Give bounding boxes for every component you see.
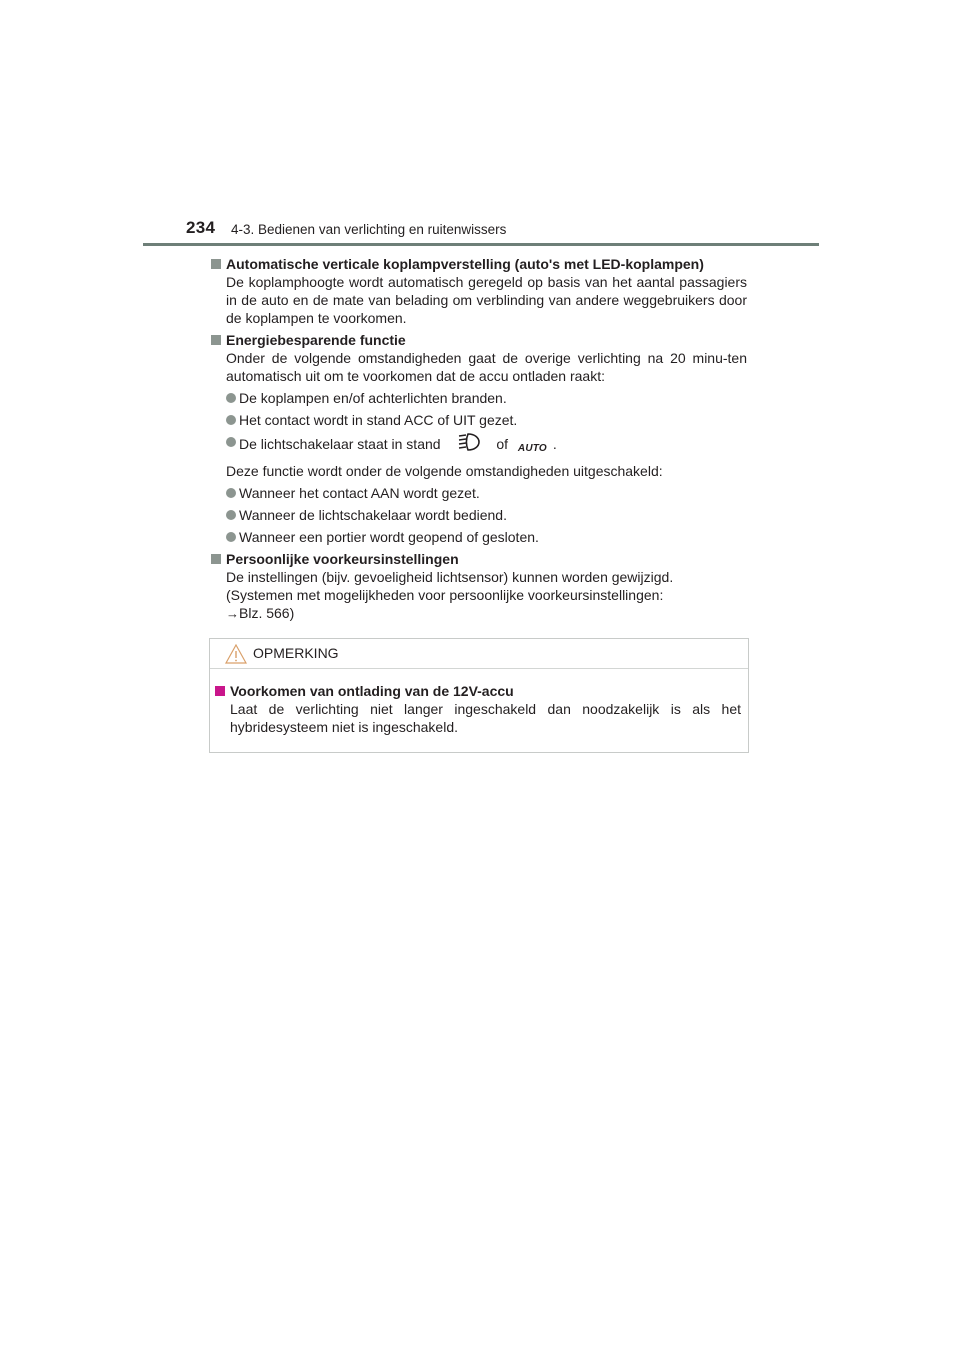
paragraph: De koplamphoogte wordt automatisch geregeld op basis van het aantal passagiers in de auto en de mate van belading om verblinding van andere weggebruikers door de koplampen te voorkomen.: [226, 274, 747, 326]
list-item-text: Wanneer het contact AAN wordt gezet.: [239, 485, 480, 501]
paragraph: De instellingen (bijv. gevoeligheid lichtsensor) kunnen worden gewijzigd.: [226, 569, 674, 585]
square-bullet-icon: [211, 554, 221, 564]
list-item-text: Het contact wordt in stand ACC of UIT gezet.: [239, 412, 518, 428]
round-bullet-icon: [226, 488, 236, 498]
section-heading-koplampverstelling: [211, 255, 747, 273]
list-item-text: of: [496, 436, 509, 452]
note-box: [209, 638, 749, 753]
round-bullet-icon: [226, 393, 236, 403]
section-title: Persoonlijke voorkeursinstellingen: [226, 551, 459, 567]
page-number: 234: [186, 218, 216, 237]
section-title: Energiebesparende functie: [226, 332, 406, 348]
page-reference[interactable]: [211, 604, 747, 623]
running-header: 4-3. Bedienen van verlichting en ruitenwissers: [231, 222, 507, 237]
note-title: Voorkomen van ontlading van de 12V-accu: [230, 683, 514, 699]
headlight-symbol-icon: [458, 433, 480, 455]
round-bullet-icon: [226, 510, 236, 520]
list-item-text: De koplampen en/of achterlichten branden.: [239, 390, 507, 406]
header-rule: [143, 243, 819, 246]
note-text: Laat de verlichting niet langer ingeschakeld dan noodzakelijk is als het hybridesysteem niet is ingeschakeld.: [230, 701, 741, 735]
list-item: [211, 411, 747, 429]
main-content: [211, 255, 747, 623]
section-title: Automatische verticale koplampverstelling (auto's met LED-koplampen): [226, 256, 704, 272]
note-body: [215, 682, 741, 736]
list-item: [211, 528, 747, 546]
round-bullet-icon: [226, 415, 236, 425]
square-bullet-icon: [211, 259, 221, 269]
arrow-right-icon: →: [226, 606, 239, 621]
round-bullet-icon: [226, 437, 236, 447]
paragraph: Onder de volgende omstandigheden gaat de overige verlichting na 20 minu-ten automatisch uit om te voorkomen dat de accu ontladen raakt:: [226, 350, 747, 384]
list-item: [211, 506, 747, 524]
note-header: [210, 639, 748, 669]
auto-symbol-icon: AUTO: [517, 443, 547, 454]
list-item-text: .: [552, 436, 557, 452]
paragraph: (Systemen met mogelijkheden voor persoonlijke voorkeursinstellingen:: [226, 587, 664, 603]
paragraph: Deze functie wordt onder de volgende omstandigheden uitgeschakeld:: [226, 463, 663, 479]
list-item: [211, 389, 747, 407]
list-item-text: Wanneer een portier wordt geopend of gesloten.: [239, 529, 539, 545]
section-heading-voorkeursinstellingen: [211, 550, 747, 568]
list-item-switch-position: [211, 433, 747, 458]
warning-triangle-icon: [225, 644, 247, 664]
square-bullet-icon: [211, 335, 221, 345]
list-item-text: De lichtschakelaar staat in stand: [239, 436, 441, 452]
round-bullet-icon: [226, 532, 236, 542]
page-reference-text: Blz. 566): [239, 605, 295, 621]
list-item: [211, 484, 747, 502]
note-heading: [215, 682, 741, 700]
list-item-text: Wanneer de lichtschakelaar wordt bediend.: [239, 507, 507, 523]
note-label: OPMERKING: [253, 645, 339, 661]
section-heading-energiebesparend: [211, 331, 747, 349]
square-bullet-icon: [215, 686, 225, 696]
